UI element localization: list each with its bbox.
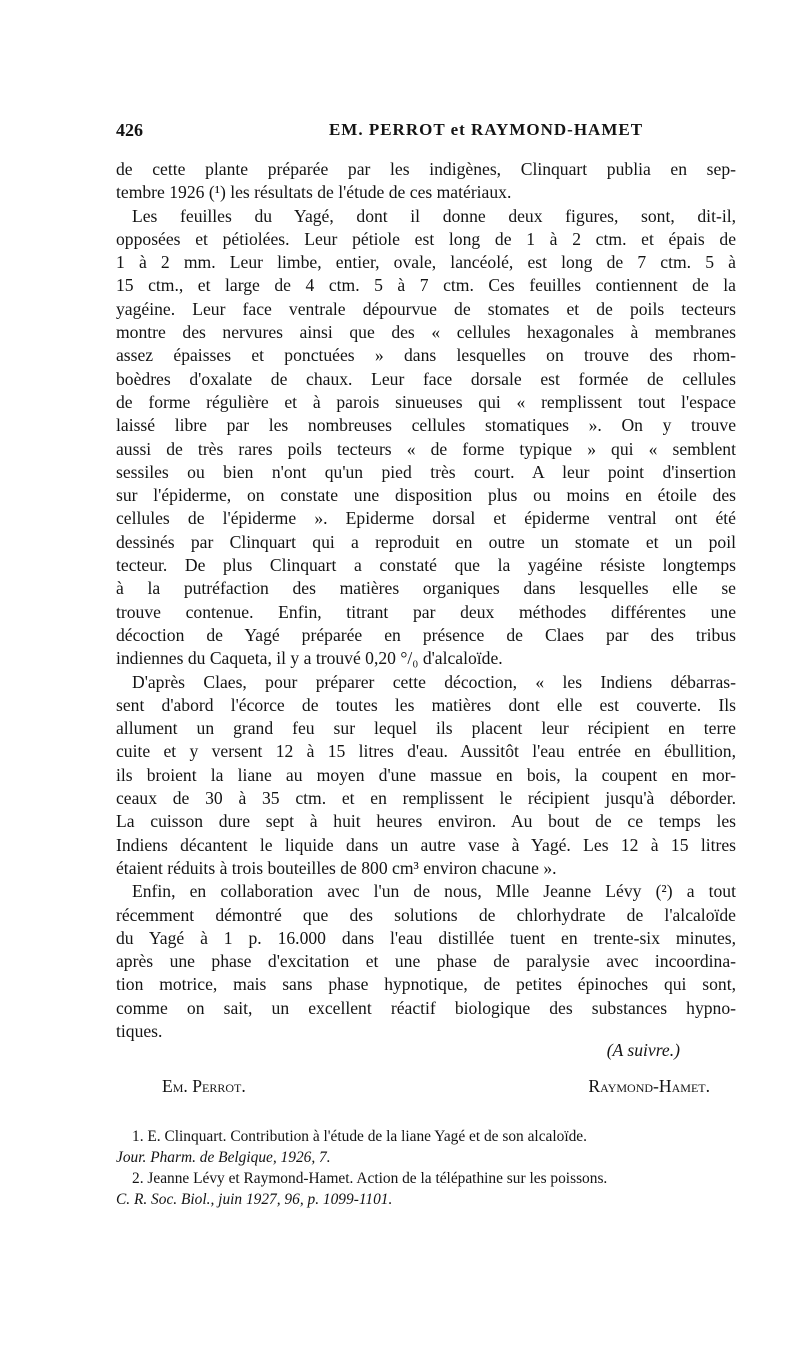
text-line: cellules de l'épiderme ». Epiderme dorsal et épiderme ventral ont été — [116, 508, 736, 529]
signature-raymond-hamet: Raymond-Hamet. — [588, 1076, 710, 1096]
page-header — [116, 120, 736, 146]
a-suivre: (A suivre.) — [606, 1040, 680, 1060]
text-line: allument un grand feu sur lequel ils placent leur récipient en terre — [116, 718, 736, 739]
text-line: ils broient la liane au moyen d'une massue en bois, la coupent en mor- — [116, 764, 736, 785]
text-line: récemment démontré que des solutions de chlorhydrate de l'alcaloïde — [116, 904, 736, 925]
footnote-1-source: Jour. Pharm. de Belgique, 1926, 7. — [116, 1149, 331, 1166]
text-line: dessinés par Clinquart qui a reproduit en outre un stomate et un poil — [116, 531, 736, 552]
text-line: La cuisson dure sept à huit heures environ. Au bout de ce temps les — [116, 811, 736, 832]
continued-note — [116, 1040, 736, 1061]
page-number: 426 — [116, 120, 143, 140]
text-line: étaient réduits à trois bouteilles de 800 cm³ environ chacune ». — [116, 857, 557, 878]
text-line: sur l'épiderme, on constate une disposition plus ou moins en étoile des — [116, 485, 736, 506]
text-line: décoction de Yagé préparée en présence de Claes par des tribus — [116, 624, 736, 645]
body-text — [116, 158, 736, 1043]
signature-perrot: Em. Perrot. — [162, 1076, 246, 1096]
text-line: assez épaisses et ponctuées » dans lesquelles on trouve des rhom- — [116, 345, 736, 366]
footnote-2: 2. Jeanne Lévy et Raymond-Hamet. Action de la télépathine sur les poissons. — [132, 1170, 608, 1187]
text-line: aussi de très rares poils tecteurs « de forme typique » qui « semblent — [116, 438, 736, 459]
footnotes — [116, 1126, 736, 1210]
text-line: tion motrice, mais sans phase hypnotique, de petites épinoches qui sont, — [116, 974, 736, 995]
text-line: tecteur. De plus Clinquart a constaté que la yagéine résiste longtemps — [116, 555, 736, 576]
text-line: sent d'abord l'écorce de toutes les matières dont elle est couverte. Ils — [116, 694, 736, 715]
text-line: cuite et y versent 12 à 15 litres d'eau. Aussitôt l'eau entrée en ébullition, — [116, 741, 736, 762]
signatures — [116, 1076, 736, 1102]
text-line: Indiens décantent le liquide dans un autre vase à Yagé. Les 12 à 15 litres — [116, 834, 736, 855]
text-line: après une phase d'excitation et une phase de paralysie avec incoordina- — [116, 951, 736, 972]
text-line: à la putréfaction des matières organiques dans lesquelles elle se — [116, 578, 736, 599]
text-line: de cette plante préparée par les indigènes, Clinquart publia en sep- — [116, 159, 736, 179]
text-line: ceaux de 30 à 35 ctm. et en remplissent le récipient jusqu'à déborder. — [116, 788, 736, 809]
text-line: boèdres d'oxalate de chaux. Leur face dorsale est formée de cellules — [116, 368, 736, 389]
text-line: 1 à 2 mm. Leur limbe, entier, ovale, lancéolé, est long de 7 ctm. 5 à — [116, 252, 736, 273]
running-title: EM. PERROT et RAYMOND-HAMET — [328, 120, 644, 139]
footnote-1: 1. E. Clinquart. Contribution à l'étude de la liane Yagé et de son alcaloïde. — [132, 1128, 587, 1145]
text-line: tembre 1926 (¹) les résultats de l'étude de ces matériaux. — [116, 182, 512, 203]
text-line: tiques. — [116, 1020, 163, 1041]
text-line: opposées et pétiolées. Leur pétiole est long de 1 à 2 ctm. et épais de — [116, 228, 736, 249]
text-line: comme on sait, un excellent réactif biologique des substances hypno- — [116, 997, 736, 1018]
text-line: Enfin, en collaboration avec l'un de nous, Mlle Jeanne Lévy (²) a tout — [132, 881, 736, 902]
text-line: trouve contenue. Enfin, titrant par deux méthodes différentes une — [116, 601, 736, 622]
text-line: sessiles ou bien n'ont qu'un pied très court. A leur point d'insertion — [116, 461, 736, 482]
text-line: 15 ctm., et large de 4 ctm. 5 à 7 ctm. Ces feuilles contiennent de la — [116, 275, 736, 296]
text-line: du Yagé à 1 p. 16.000 dans l'eau distillée tuent en trente-six minutes, — [116, 927, 736, 948]
text-line: Les feuilles du Yagé, dont il donne deux figures, sont, dit-il, — [132, 205, 736, 226]
footnote-2-source: C. R. Soc. Biol., juin 1927, 96, p. 1099-1101. — [116, 1191, 393, 1208]
text-line: yagéine. Leur face ventrale dépourvue de stomates et de poils tecteurs — [116, 298, 736, 319]
text-line: laissé libre par les nombreuses cellules stomatiques ». On y trouve — [116, 415, 736, 436]
text-line: montre des nervures ainsi que des « cellules hexagonales à membranes — [116, 322, 736, 343]
text-line: de forme régulière et à parois sinueuses qui « remplissent tout l'espace — [116, 391, 736, 412]
text-line: indiennes du Caqueta, il y a trouvé 0,20 °/₀ d'alcaloïde. — [116, 648, 503, 669]
text-line: D'après Claes, pour préparer cette décoction, « les Indiens débarras- — [132, 671, 736, 692]
